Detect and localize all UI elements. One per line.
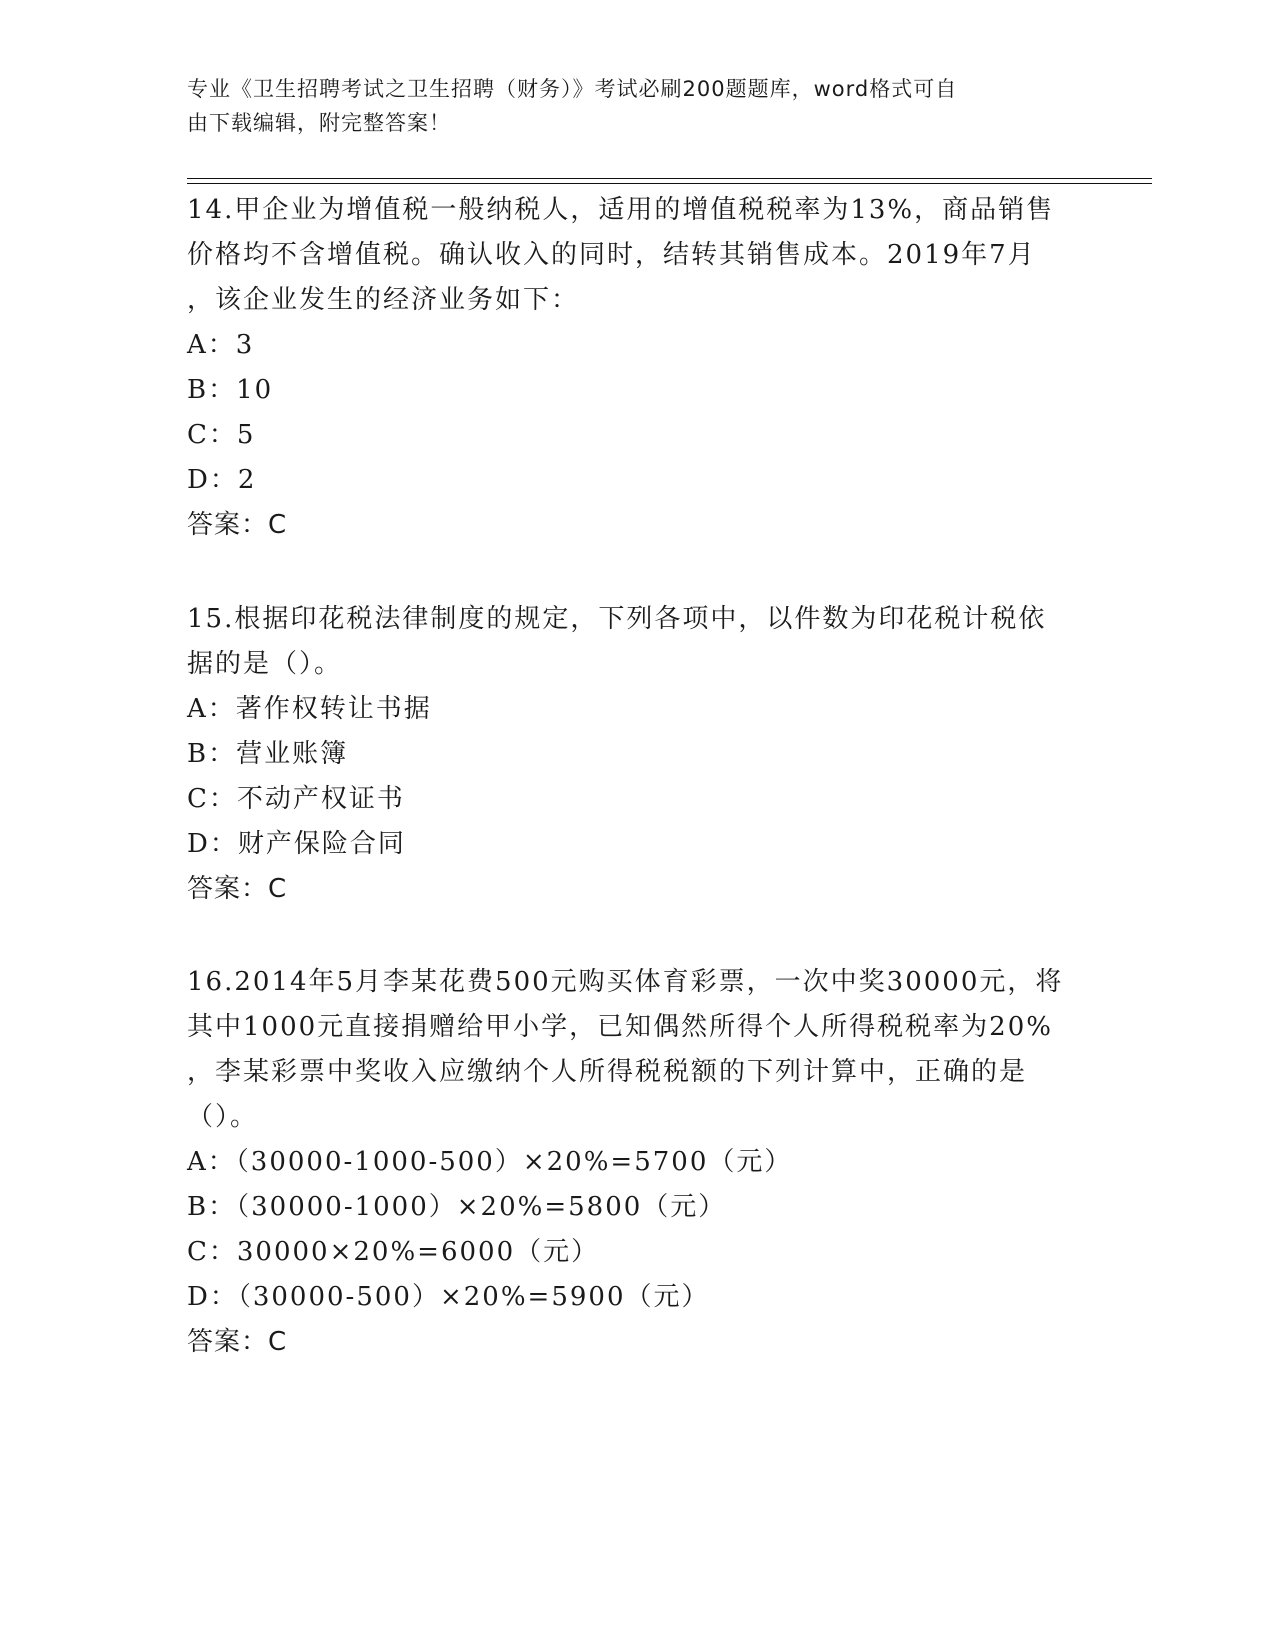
question-text <box>187 597 1087 687</box>
answer-line: 答案：C <box>187 1327 288 1357</box>
option-c: C：不动产权证书 <box>187 784 405 814</box>
option-b: B：营业账簿 <box>187 739 349 769</box>
option-b: B：（30000-1000）×20%=5800（元） <box>187 1192 727 1222</box>
question-line: ，该企业发生的经济业务如下： <box>187 285 580 315</box>
option-a: A：（30000-1000-500）×20%=5700（元） <box>187 1147 793 1177</box>
question-line: 16.2014年5月李某花费500元购买体育彩票，一次中奖30000元，将 <box>187 967 1064 997</box>
question-line: 15.根据印花税法律制度的规定，下列各项中，以件数为印花税计税依 <box>187 604 1047 634</box>
question-line: 14.甲企业为增值税一般纳税人，适用的增值税税率为13%，商品销售 <box>187 195 1055 225</box>
option-c: C：5 <box>187 420 256 450</box>
option-d: D：（30000-500）×20%=5900（元） <box>187 1282 710 1312</box>
header-line: 由下载编辑，附完整答案！ <box>187 111 451 135</box>
header-divider <box>187 183 1152 184</box>
question-15 <box>187 597 1087 912</box>
question-text <box>187 960 1087 1140</box>
document-header <box>187 72 1067 140</box>
question-14 <box>187 188 1087 548</box>
option-c: C：30000×20%=6000（元） <box>187 1237 600 1267</box>
question-line: 其中1000元直接捐赠给甲小学，已知偶然所得个人所得税税率为20% <box>187 1012 1053 1042</box>
question-line: ，李某彩票中奖收入应缴纳个人所得税税额的下列计算中，正确的是 <box>187 1057 1028 1087</box>
option-b: B：10 <box>187 375 274 405</box>
answer-line: 答案：C <box>187 510 288 540</box>
option-d: D：财产保险合同 <box>187 829 406 859</box>
question-line: 据的是（）。 <box>187 649 343 679</box>
option-a: A：3 <box>187 330 255 360</box>
question-text <box>187 188 1087 323</box>
question-line: 价格均不含增值税。确认收入的同时，结转其销售成本。2019年7月 <box>187 240 1036 270</box>
question-16 <box>187 960 1087 1365</box>
header-line: 专业《卫生招聘考试之卫生招聘（财务）》考试必刷200题题库，word格式可自 <box>187 77 958 101</box>
header-divider <box>187 178 1152 179</box>
option-a: A：著作权转让书据 <box>187 694 432 724</box>
option-d: D：2 <box>187 465 257 495</box>
question-line: （）。 <box>187 1102 259 1132</box>
answer-line: 答案：C <box>187 874 288 904</box>
